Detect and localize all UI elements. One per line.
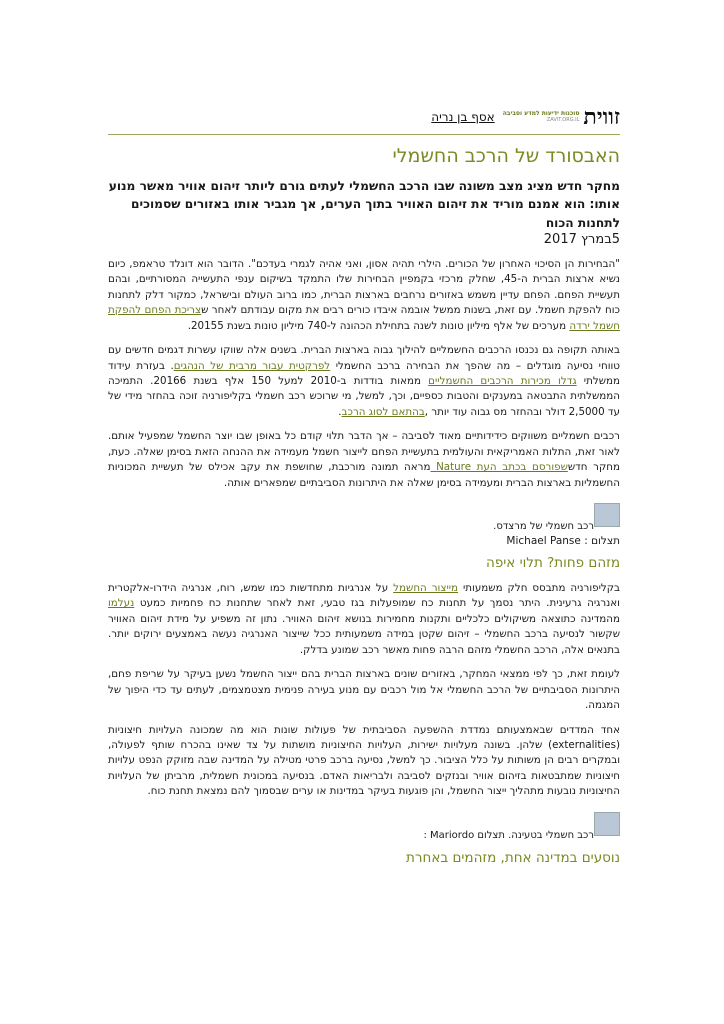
logo-url: ZAVIT.ORG.IL (546, 116, 580, 123)
paragraph-3 (108, 429, 620, 491)
link-coal-consumption[interactable]: צריכת הפחם להפקת חשמל ירדה (108, 304, 620, 332)
text: רכבים חשמליים משווקים כידידותיים מאוד לסביבה – אך הדבר תלוי קודם כל באופן שבו יוצר החשמל שמפעיל אותם. לאור זאת, התלות האמריקאית והעולמית בתעשיית הפחם לייצור חשמל מעמידה את ההנחה הזאת בסימן שאלה. כעת, מחקר חדש (108, 430, 620, 474)
figure-charging (108, 812, 620, 842)
link-nature[interactable]: שפורסם בכתב העת Nature (430, 461, 568, 474)
paragraph-1 (108, 257, 620, 334)
link-by-car-type[interactable]: בהתאם לסוג הרכב (341, 405, 425, 418)
article-page (108, 88, 620, 876)
article-lede: מחקר חדש מציג מצב משונה שבו הרכב החשמלי לעתים גורם ליותר זיהום אוויר מאשר מנוע אותו: הוא אמנם מוריד את זיהום האוויר בתוך הערים, אך מגביר אותו באזורים שסמוכים לתחנות הכוח (108, 179, 620, 230)
text: . (338, 405, 342, 418)
text: על אנרגיות מתחדשות כמו שמש, רוח, אנרגיה הידרו-אלקטרית ואנרגיה גרעינית. היתר נסמך על תחנות כח שמופעלות בגז טבעי, זאת לאחר שתחנות כח פחמיות כמעט (108, 582, 620, 610)
logo-side (503, 111, 580, 123)
paragraph-2 (108, 343, 620, 420)
paragraph-4 (108, 581, 620, 658)
text: "הבחירות הן הסיכוי האחרון של הכורים. הילרי תהיה אסון, ואני אהיה לגמרי בעדכם". הדובר הוא דונלד טראמפ, כיום נשיא ארצות הברית ה-45, שחלק מרכזי בקמפיין הבחירות שלו התמקד בשיקום ענפי התעשייה המסורתיים, ובהם תעשיית הפחם. הפחם עדיין משמש באזורים נרחבים בארצות הברית, כמו ברוב העולם ובישראל, כמקור דלק לתחנות כוח להפקת חשמל. עם זאת, בשנות ממשל אובמה איבדו כורים רבים את מקום עבודתם לאחר ש (108, 257, 620, 317)
text: באותה תקופה גם נכנסו הרכבים החשמליים להילוך גבוה בארצות הברית. בשנים אלה שווקו עשרות דגמים חדשים עם טווחי נסיעה מוגדלים – מה שהפך את הבחירה ברכב החשמלי (108, 344, 620, 372)
paragraph-5: לעומת זאת, כך לפי ממצאי המחקר, באזורים שונים בארצות הברית בהם ייצור החשמל נשען בעיקר על שריפת פחם, היתרונות הסביבתיים של הרכב החשמלי אל מול רכבים עם מנוע בעירה פנימית מצטמצמים, לעתים עד כדי היפוך של המגמה. (108, 668, 620, 712)
figure-caption: רכב חשמלי בטעינה. תצלום Mariordo : (423, 829, 594, 841)
figure-caption: רכב חשמלי של מרצדס. (493, 521, 594, 533)
author-name[interactable]: אסף בן נריה (431, 110, 495, 124)
photo-credit: תצלום : Michael Panse (506, 535, 620, 548)
subheading-1: מזהם פחות? תלוי איפה (486, 555, 620, 572)
text: בקליפורניה מתבסס חלק משמעותי (458, 582, 621, 595)
text: מערכים של אלף מיליון טונות לשנה בתחילת הכהונה ל-740 מיליון טונות בשנת 20155. (187, 319, 570, 332)
link-ev-sales[interactable]: גדלו מכירות הרכבים החשמליים (428, 374, 577, 387)
figure-mercedes (108, 503, 620, 533)
charging-photo (594, 812, 620, 836)
link-disappeared[interactable]: נעלמו (108, 597, 135, 610)
publish-date: 5במרץ 2017 (543, 231, 620, 247)
logo-word: זווית (583, 104, 620, 130)
link-electricity-production[interactable]: מייצור החשמל (393, 582, 459, 595)
zavit-logo[interactable] (503, 106, 620, 128)
text: מהמדינה כתוצאה משיקולים כלכליים ותקנות מחמירות בנושא זיהום האוויר. נתון זה משפיע על מידת זיהום האוויר שקשור לנסיעה ברכב החשמלי – זיהום שקטן במידה משמעותית ככל שייצור האנרגיה נעשה באמצעים ירוקים יותר. בתנאים אלה, הרכב החשמלי מזהם הרבה פחות מאשר רכב שמונע בדלק. (108, 612, 620, 656)
subheading-2: נוסעים במדינה אחת, מזהמים באחרת (406, 849, 620, 866)
text: . בעזרת עידוד ממשלתי (108, 359, 621, 387)
paragraph-6: אחד המדדים שבאמצעותם נמדדת ההשפעה הסביבתית של פעולות שונות הוא מה שמכונה העלויות חיצוניות (externalities) שלהן. בשונה מעלויות ישירות, העלויות החיצוניות מושתות על צד שאינו בהכרח שותף לפעולה, ובמקרים רבים הן משותות על כלל הציבור. כך למשל, נסיעה ברכב פרטי מטילה על המדינה שבה מזוקק הנפט עלויות חיצוניות שמתבטאות בזיהום אוויר ובנזקים לסביבה ולבריאות האדם. בנסיעה במכונית חשמלית, מרביתן של העלויות החיצוניות נובעות מתהליך ייצור החשמל, והן פוגעות בעיקר במדינות או ערים שבסמוך להם נמצאת תחנת כוח. (108, 723, 620, 798)
text: מראה תמונה מורכבת, שחושפת את עקב אכילס של תעשיית המכוניות החשמליות בארצות הברית ומעמידה בסימן שאלה את היתרונות הסביבתיים שמפארים אותה. (108, 461, 620, 489)
masthead (108, 88, 620, 128)
divider (108, 134, 620, 135)
article-title: האבסורד של הרכב החשמלי (392, 145, 620, 167)
logo-tagline: סוכנות ידיעות למדע וסביבה (502, 110, 580, 118)
text: ממאות בודדות ב-2010 למעל 150 אלף בשנת 20166. התמיכה הממשלתית התבטאה במענקים והטבות כספיים, וכך, למשל, מי שרוכש רכב חשמלי בקליפורניה זוכה בהחזר מידי של עד 2,5000 דולר ובהחזר מס גבוה עוד יותר , (108, 374, 620, 418)
ev-photo (594, 503, 620, 527)
link-practical[interactable]: לפרקטית עבור מרבית של הנהגים (173, 359, 331, 372)
